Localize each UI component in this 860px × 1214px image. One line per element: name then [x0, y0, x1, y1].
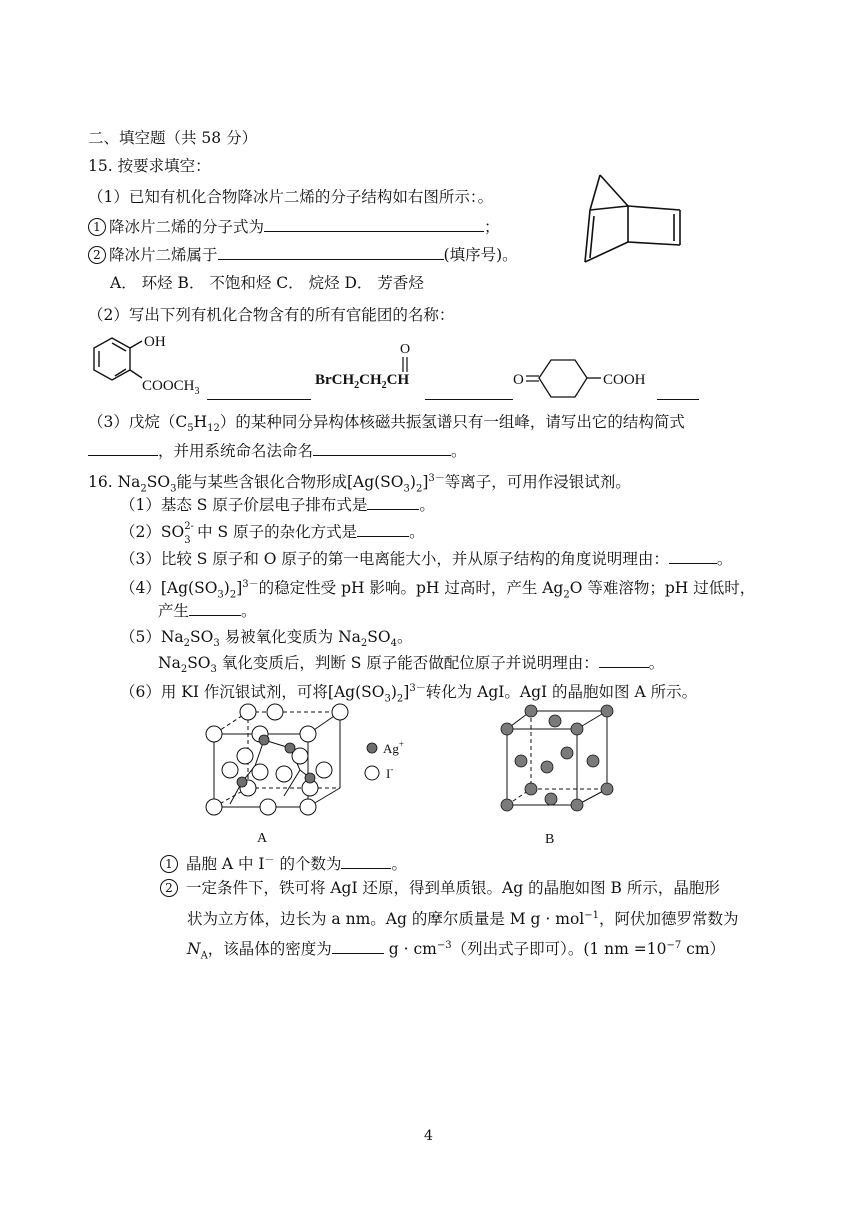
q16-sub2-line2: 状为立方体，边长为 a nm。Ag 的摩尔质量是 M g · mol$^{-1}$，阿伏加德罗常数为 — [187, 910, 739, 929]
answer-blank[interactable] — [425, 385, 513, 400]
answer-blank[interactable] — [341, 854, 391, 869]
agi-unit-cell-figure-a — [200, 700, 420, 850]
circled-number-1: 1 — [160, 855, 178, 873]
answer-blank[interactable] — [88, 441, 158, 456]
formula-label: $BrCH_2CH_2CH$ — [315, 372, 410, 391]
q15-part1-a: 1 降冰片二烯的分子式为 ； — [88, 216, 500, 238]
ag-fcc-cell-figure-b — [495, 703, 625, 848]
q15-part2: （2）写出下列有机化合物含有的所有官能团的名称： — [88, 306, 455, 324]
q16-part1: （1）基态 S 原子价层电子排布式是 。 — [120, 496, 435, 514]
circled-number-1: 1 — [88, 218, 106, 236]
q15-part3: （3）戊烷$(C_5H_{12})$的某种同分异构体核磁共振氢谱只有一组峰，请写出它的结构简式 — [88, 413, 685, 435]
legend-ag-label: Ag+ — [383, 739, 404, 756]
oh-label: OH — [144, 334, 166, 350]
q16-intro: 16. $Na_2SO_3$能与某些含银化合物形成$[Ag(SO_3)_2]^{3-}$等离子，可用作浸银试剂。 — [88, 473, 631, 495]
q16-part2: （2）SO 2- 3 中 S 原子的杂化方式是 。 — [120, 521, 425, 546]
legend-ag-marker — [367, 743, 377, 753]
answer-blank[interactable] — [332, 939, 384, 954]
q16-part5-line2: $Na_2SO_3$ 氧化变质后，判断 S 原子能否做配位原子并说明理由： 。 — [158, 654, 665, 676]
q15-part1: （1）已知有机化合物降冰片二烯的分子结构如右图所示：。 — [88, 188, 494, 206]
answer-blank[interactable] — [264, 217, 484, 232]
q16-part5: $(5)Na_2SO_3$ 易被氧化变质为 $Na_2SO_4$。 — [120, 628, 413, 650]
q15-intro: 15. 按要求填空： — [88, 157, 211, 175]
q16-sub2-line1: 2 一定条件下，铁可将 AgI 还原，得到单质银。Ag 的晶胞如图 B 所示，晶胞形 — [160, 877, 720, 899]
q16-part3: （3）比较 S 原子和 O 原子的第一电离能大小，并从原子结构的角度说明理由： 。 — [120, 550, 733, 568]
oxocyclohexane-acid-structure — [513, 355, 663, 405]
q16-part4-line2: 产生 。 — [158, 602, 257, 620]
methyl-salicylate-structure — [88, 330, 213, 400]
circled-number-2: 2 — [88, 246, 106, 264]
figure-b-label: B — [545, 832, 555, 847]
figure-a-label: A — [257, 831, 268, 846]
legend-i-marker — [365, 766, 379, 780]
q16-sub1: 1 晶胞 A 中 I－ 的个数为 。 — [160, 850, 407, 875]
answer-blank[interactable] — [599, 653, 649, 668]
q15-options: A． 环烃 B． 不饱和烃 C． 烷烃 D． 芳香烃 — [110, 274, 424, 292]
q15-part3-line2: ，并用系统命名法命名 。 — [88, 440, 467, 462]
legend-i-label: I- — [386, 764, 394, 781]
q16-sub2-line3: $N_A$，该晶体的密度为 $g \cdot cm^{-3}$（列出式子即可）。(1 nm $=10^{-7}$ cm） — [187, 940, 726, 962]
cooh-label: COOH — [603, 372, 646, 388]
answer-blank[interactable] — [657, 385, 699, 400]
keto-o-label: O — [513, 372, 524, 388]
answer-blank[interactable] — [218, 245, 444, 260]
carbonyl-o-label: O — [400, 342, 411, 357]
answer-blank[interactable] — [669, 549, 717, 564]
q15-part1-b: 2 降冰片二烯属于 (填序号)。 — [88, 244, 518, 266]
page-number: 4 — [424, 1128, 433, 1144]
answer-blank[interactable] — [207, 385, 311, 400]
answer-blank[interactable] — [357, 522, 409, 537]
answer-blank[interactable] — [313, 441, 451, 456]
norbornadiene-structure — [580, 170, 690, 265]
circled-number-2: 2 — [160, 879, 178, 897]
bromopropanal-structure — [315, 340, 435, 392]
q16-part4: $(4)[Ag(SO_3)_2]^{3-}$的稳定性受 pH 影响。pH 过高时，产生 $Ag_2O$ 等难溶物；pH 过低时， — [120, 579, 756, 601]
answer-blank[interactable] — [367, 495, 419, 510]
ester-label: $COOCH_3$ — [142, 378, 200, 397]
answer-blank[interactable] — [189, 601, 241, 616]
section-title: 二、填空题（共 58 分） — [88, 129, 258, 147]
q16-part6: （6）用 KI 作沉银试剂，可将$[Ag(SO_3)_2]^{3-}$转化为 AgI。AgI 的晶胞如图 A 所示。 — [120, 683, 698, 705]
